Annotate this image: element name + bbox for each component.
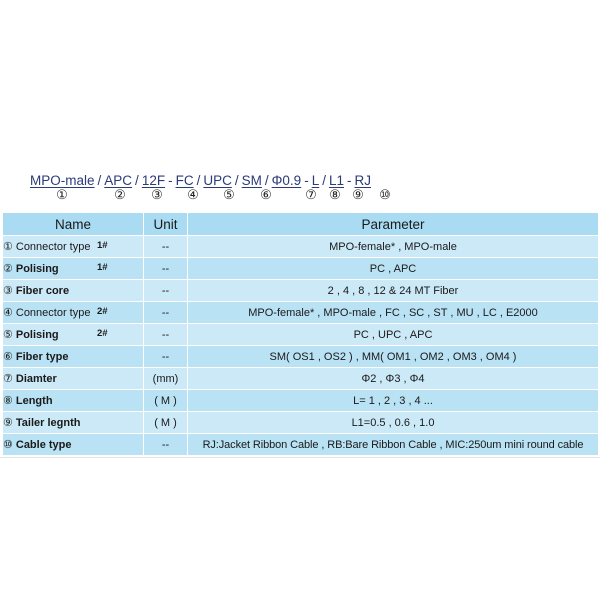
row-number-badge: ③ [3,285,13,297]
code-segment-fiber-core: 12F [141,173,166,188]
table-row [3,258,599,280]
row-index-tag: 1# [97,240,108,251]
code-segment-polish1: APC [104,173,133,188]
row-unit: -- [144,346,188,368]
row-number-badge: ⑦ [3,373,13,385]
row-unit: -- [144,324,188,346]
code-separator: / [135,173,139,188]
row-index-tag: 2# [97,306,108,317]
row-index-tag: 2# [97,328,108,339]
row-parameter: L= 1 , 2 , 3 , 4 ... [188,390,599,412]
row-parameter: PC , UPC , APC [188,324,599,346]
row-label: Polising [15,263,59,275]
position-number: ⑥ [260,187,272,202]
code-separator: / [97,173,102,188]
row-parameter: 2 , 4 , 8 , 12 & 24 MT Fiber [188,280,599,302]
table-row [3,324,599,346]
row-unit: -- [144,258,188,280]
row-unit: -- [144,434,188,456]
table-row [3,412,599,434]
part-number-code [30,168,371,188]
position-number: ⑨ [352,187,364,202]
column-header-name: Name [3,213,144,236]
row-label: Connector type [15,307,91,319]
code-segment-tailer-length: L1 [328,173,344,188]
row-name [3,324,144,346]
row-name [3,258,144,280]
row-number-badge: ⑧ [3,395,13,407]
row-label: Diamter [15,373,57,385]
row-parameter: PC , APC [188,258,599,280]
table-row [3,390,599,412]
row-name [3,236,144,258]
code-separator: - [168,173,173,188]
row-name [3,280,144,302]
code-separator: / [196,173,201,188]
column-header-unit: Unit [144,213,188,236]
row-label: Tailer legnth [15,417,81,429]
row-name [3,412,144,434]
code-position-numbers [0,187,600,207]
table-row [3,236,599,258]
row-number-badge: ⑥ [3,351,13,363]
row-label: Connector type [15,241,91,253]
row-name [3,346,144,368]
position-number: ⑧ [329,187,341,202]
row-parameter: L1=0.5 , 0.6 , 1.0 [188,412,599,434]
position-number: ① [56,187,68,202]
position-number: ④ [187,187,199,202]
table-row [3,368,599,390]
position-number: ⑤ [223,187,235,202]
row-index-tag: 1# [97,262,108,273]
row-unit: (mm) [144,368,188,390]
row-name [3,390,144,412]
row-unit: -- [144,236,188,258]
code-separator: - [347,173,352,188]
position-number: ③ [151,187,163,202]
row-name [3,368,144,390]
row-parameter: MPO-female* , MPO-male [188,236,599,258]
row-parameter: MPO-female* , MPO-male , FC , SC , ST , MU , LC , E2000 [188,302,599,324]
code-segment-polish2: UPC [203,173,232,188]
position-number: ⑦ [305,187,317,202]
table-header-row [3,213,599,236]
code-segment-fiber-type: SM [241,173,262,188]
code-segment-diameter: Φ0.9 [271,173,302,188]
row-unit: -- [144,302,188,324]
row-name [3,302,144,324]
specification-table [2,212,599,456]
row-unit: -- [144,280,188,302]
table-row [3,302,599,324]
row-parameter: RJ:Jacket Ribbon Cable , RB:Bare Ribbon Cable , MIC:250um mini round cable [188,434,599,456]
table-row [3,346,599,368]
row-label: Cable type [15,439,72,451]
position-number: ⑩ [379,187,391,202]
row-number-badge: ① [3,241,13,253]
code-segment-connector2: FC [175,173,194,188]
code-separator: - [304,173,309,188]
row-label: Fiber type [15,351,69,363]
row-parameter: Φ2 , Φ3 , Φ4 [188,368,599,390]
row-label: Fiber core [15,285,70,297]
row-number-badge: ⑨ [3,417,13,429]
row-number-badge: ② [3,263,13,275]
row-label: Polising [15,329,59,341]
table-row [3,280,599,302]
row-label: Length [15,395,53,407]
code-separator: / [322,173,326,188]
column-header-parameter: Parameter [188,213,599,236]
code-segment-length: L [311,173,320,188]
row-unit: ( M ) [144,412,188,434]
row-parameter: SM( OS1 , OS2 ) , MM( OM1 , OM2 , OM3 , OM4 ) [188,346,599,368]
code-segment-cable-type: RJ [354,173,371,188]
row-number-badge: ⑩ [3,439,13,451]
row-number-badge: ④ [3,307,13,319]
code-separator: / [234,173,239,188]
row-unit: ( M ) [144,390,188,412]
table-row [3,434,599,456]
divider [0,457,600,458]
code-segment-connector1: MPO-male [30,173,95,188]
row-number-badge: ⑤ [3,329,13,341]
row-name [3,434,144,456]
code-separator: / [264,173,269,188]
position-number: ② [114,187,126,202]
